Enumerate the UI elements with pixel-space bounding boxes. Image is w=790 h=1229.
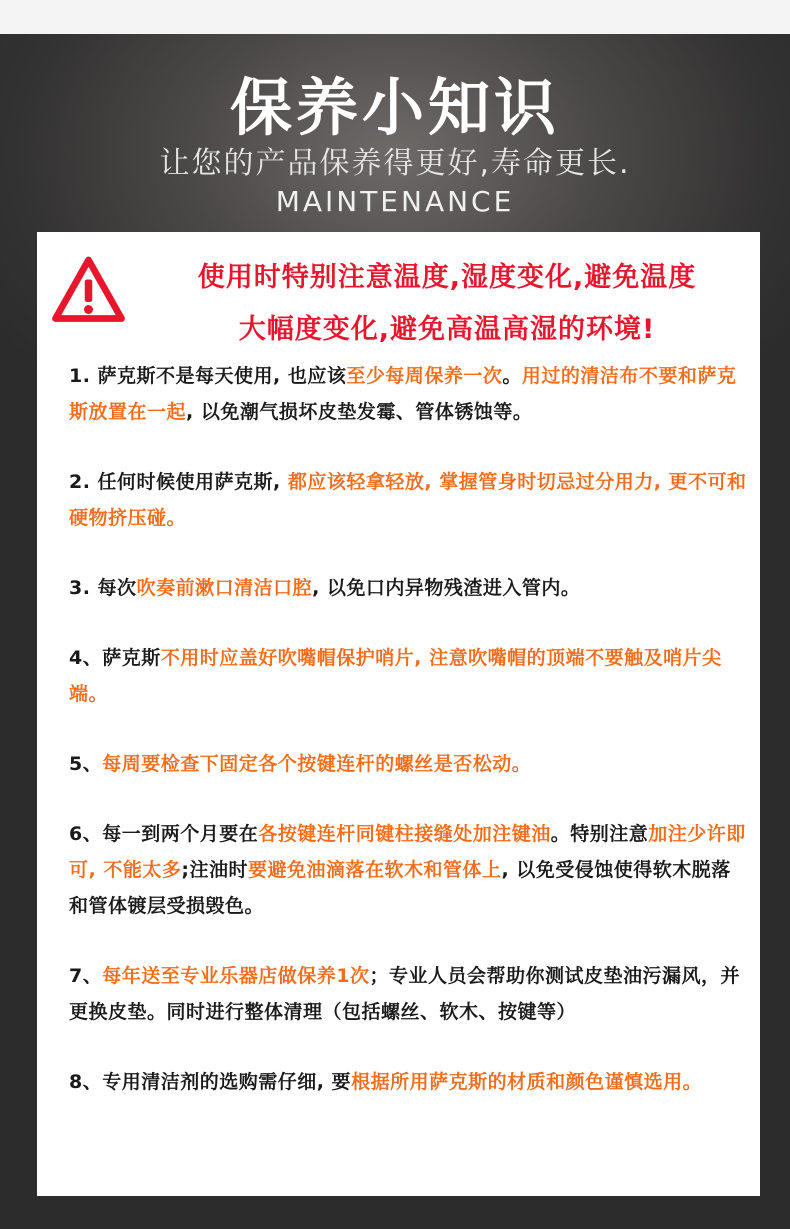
tip-text: 3. 每次 <box>69 577 137 599</box>
tip-text: 。特别注意 <box>550 823 649 845</box>
warning-line-1: 使用时特别注意温度,湿度变化,避免温度 <box>197 262 697 293</box>
warning-text <box>137 252 757 356</box>
tip-item <box>69 464 749 536</box>
warning-line-2: 大幅度变化,避免高温高湿的环境! <box>238 314 656 345</box>
tip-highlight-text: 要避免油滴落在软木和管体上 <box>247 859 502 881</box>
tip-item <box>69 816 749 924</box>
page-subtitle: 让您的产品保养得更好,寿命更长. <box>159 146 631 181</box>
page-title: 保养小知识 <box>229 71 560 144</box>
tip-highlight-text: 每周要检查下固定各个按键连杆的螺丝是否松动。 <box>102 753 532 775</box>
tip-text: 2. 任何时候使用萨克斯, <box>69 471 288 493</box>
tip-text: , 以免口内异物残渣进入管内。 <box>312 577 581 599</box>
tip-item <box>69 570 749 606</box>
tip-item <box>69 358 749 430</box>
tip-text: 4、萨克斯 <box>69 647 161 669</box>
tips-list <box>69 358 749 1134</box>
tip-highlight-text: 都应该轻拿轻放, 掌握管身时切忌过分用力, 更不可和硬物挤压碰。 <box>69 471 747 529</box>
tip-item <box>69 640 749 712</box>
tip-text: , 以免潮气损坏皮垫发霉、管体锈蚀等。 <box>186 401 533 423</box>
tip-highlight-text: 用过的清洁布不要和萨克斯放置在一起 <box>69 365 737 423</box>
tip-text: , 以免受侵蚀使得软木脱落和管体镀层受损毁色。 <box>69 859 731 917</box>
tip-highlight-text: 至少每周保养一次 <box>346 365 503 387</box>
tip-text: ；专业人员会帮助你测试皮垫油污漏风，并更换皮垫。同时进行整体清理（包括螺丝、软木、按键等） <box>69 965 740 1023</box>
warning-triangle-icon <box>51 254 126 329</box>
tip-text: 1. 萨克斯不是每天使用, 也应该 <box>69 365 347 387</box>
tip-highlight-text: 每年送至专业乐器店做保养1次 <box>102 965 370 987</box>
tip-text: 8、专用清洁剂的选购需仔细, 要 <box>69 1071 352 1093</box>
tip-highlight-text: 不用时应盖好吹嘴帽保护哨片, 注意吹嘴帽的顶端不要触及哨片尖端。 <box>69 647 722 705</box>
tip-highlight-text: 加注少许即可, 不能太多 <box>69 823 746 881</box>
tips-card <box>37 232 760 1196</box>
tip-item <box>69 958 749 1030</box>
tip-text: 。 <box>502 365 522 387</box>
tip-text: 7、 <box>69 965 103 987</box>
tip-item <box>69 746 749 782</box>
tip-text: 6、每一到两个月要在 <box>69 823 259 845</box>
tip-text: ;注油时 <box>181 859 248 881</box>
tip-text: 5、 <box>69 753 103 775</box>
tip-highlight-text: 各按键连杆同键柱接缝处加注键油 <box>258 823 551 845</box>
tip-highlight-text: 根据所用萨克斯的材质和颜色谨慎选用。 <box>351 1071 703 1093</box>
maintenance-banner <box>0 34 790 1229</box>
tip-item <box>69 1064 749 1100</box>
english-heading: MAINTENANCE <box>275 185 515 218</box>
tip-highlight-text: 吹奏前漱口清洁口腔 <box>136 577 313 599</box>
